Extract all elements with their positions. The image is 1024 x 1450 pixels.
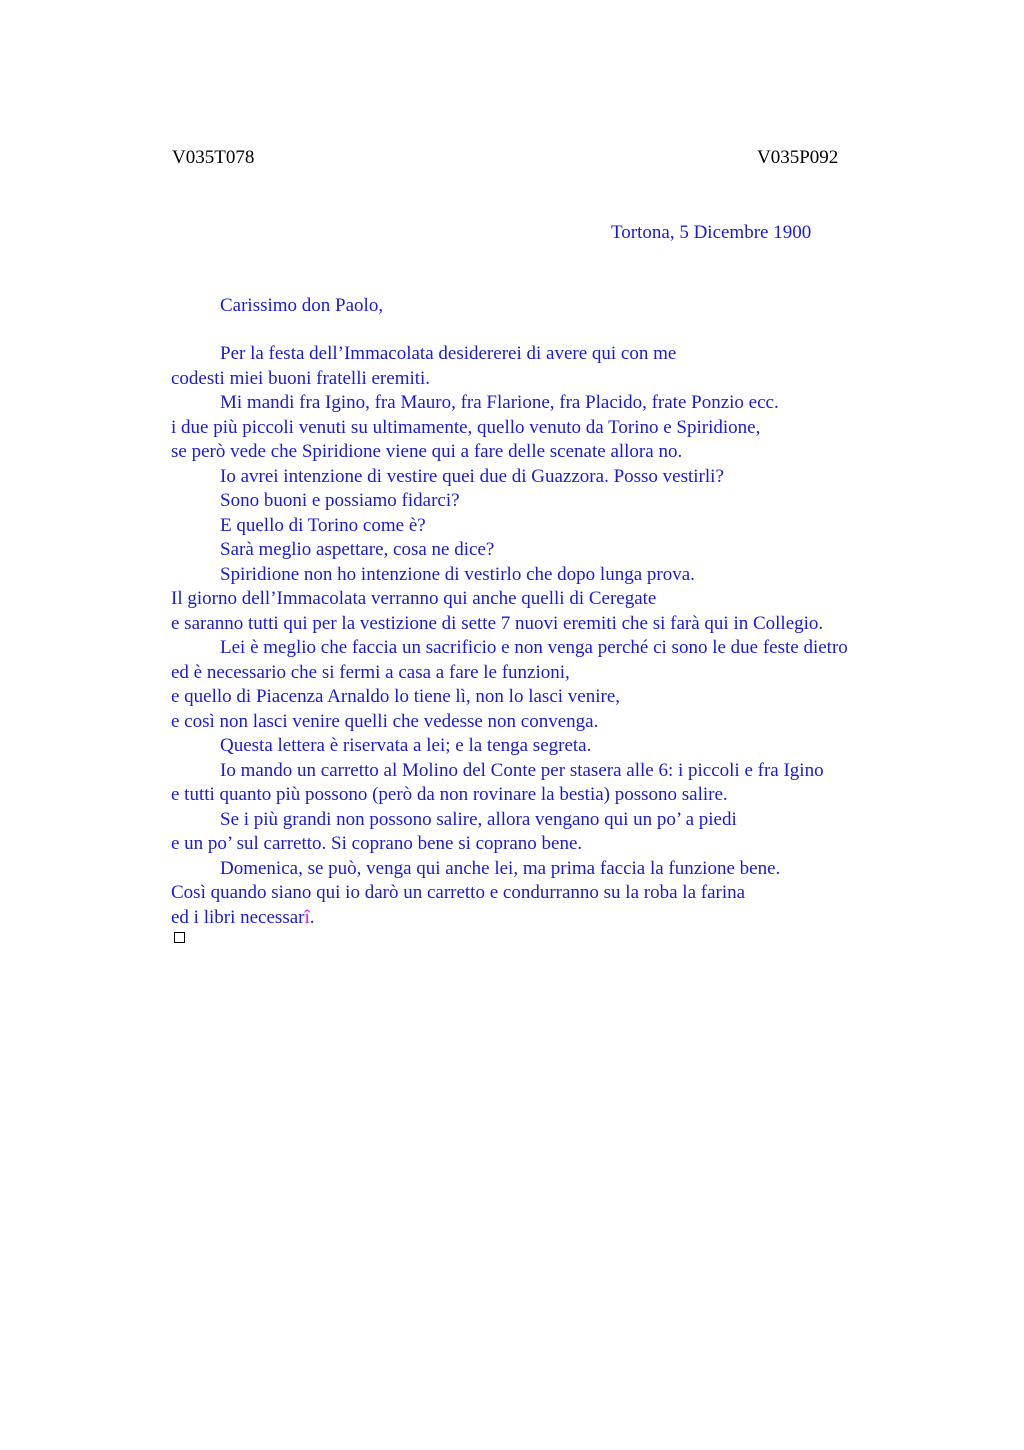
body-line: Lei è meglio che faccia un sacrificio e non venga perché ci sono le due feste dietro — [220, 637, 848, 658]
body-line: Per la festa dell’Immacolata desidererei di avere qui con me — [220, 343, 677, 364]
body-line: codesti miei buoni fratelli eremiti. — [171, 367, 431, 389]
body-line: e così non lasci venire quelli che vedesse non convenga. — [171, 710, 599, 732]
salutation: Carissimo don Paolo, — [220, 295, 384, 316]
body-line: se però vede che Spiridione viene qui a fare delle scenate allora no. — [171, 441, 683, 462]
last-line-period: . — [309, 906, 315, 928]
body-line: Questa lettera è riservata a lei; e la tenga segreta. — [220, 735, 592, 756]
last-line-text: ed i libri necessar — [171, 906, 305, 928]
place-date: Tortona, 5 Dicembre 1900 — [611, 222, 812, 243]
body-line: Domenica, se può, venga qui anche lei, ma prima faccia la funzione bene. — [220, 857, 781, 879]
end-of-document-square-icon — [174, 932, 185, 943]
document-code-right: V035P092 — [757, 147, 839, 168]
body-line: e un po’ sul carretto. Si coprano bene si coprano bene. — [171, 833, 583, 854]
body-line: Così quando siano qui io darò un carretto e condurranno su la roba la farina — [171, 882, 746, 903]
body-line: ed è necessario che si fermi a casa a fare le funzioni, — [171, 661, 570, 683]
document-code-left: V035T078 — [172, 147, 255, 168]
letter-body — [171, 342, 931, 930]
body-line: i due più piccoli venuti su ultimamente, quello venuto da Torino e Spiridione, — [171, 416, 761, 438]
body-line: Io avrei intenzione di vestire quei due di Guazzora. Posso vestirli? — [220, 465, 724, 487]
body-line: Io mando un carretto al Molino del Conte per stasera alle 6: i piccoli e fra Igino — [220, 759, 824, 781]
body-line: Mi mandi fra Igino, fra Mauro, fra Flarione, fra Placido, frate Ponzio ecc. — [220, 392, 779, 413]
body-line: Il giorno dell’Immacolata verranno qui anche quelli di Ceregate — [171, 588, 657, 609]
body-line: E quello di Torino come è? — [220, 514, 426, 536]
body-line: e quello di Piacenza Arnaldo lo tiene lì, non lo lasci venire, — [171, 686, 621, 707]
body-line: Sarà meglio aspettare, cosa ne dice? — [220, 539, 495, 560]
body-line-last — [171, 906, 931, 931]
body-line: e saranno tutti qui per la vestizione di sette 7 nuovi eremiti che si farà qui in Collegio. — [171, 612, 824, 634]
body-line: e tutti quanto più possono (però da non rovinare la bestia) possono salire. — [171, 784, 728, 805]
body-line: Sono buoni e possiamo fidarci? — [220, 490, 460, 511]
body-line: Spiridione non ho intenzione di vestirlo che dopo lunga prova. — [220, 563, 695, 585]
accented-character: î — [304, 906, 310, 928]
body-line: Se i più grandi non possono salire, allora vengano qui un po’ a piedi — [220, 808, 737, 830]
